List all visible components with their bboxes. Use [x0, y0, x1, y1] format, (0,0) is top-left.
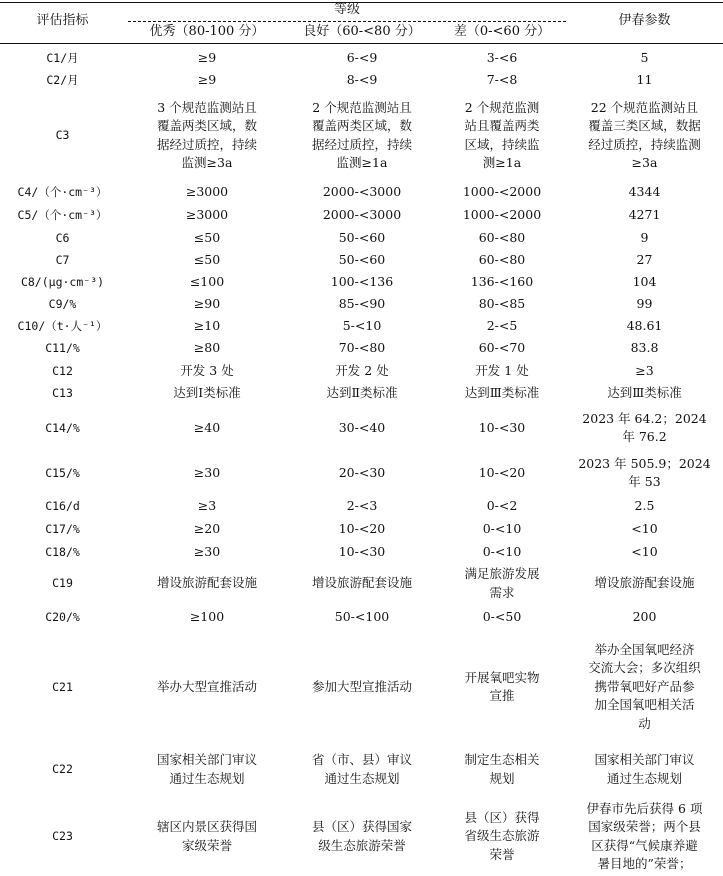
- table-cell-poor: 1000-<2000: [462, 183, 542, 199]
- table-cell-poor: 开发 1 处: [475, 362, 529, 378]
- table-cell-yichun: 4344: [628, 183, 661, 199]
- row-indicator-cell: C21: [52, 679, 73, 694]
- header-yichun: 伊春参数: [618, 13, 671, 28]
- row-indicator-cell: C12: [52, 363, 73, 378]
- table-cell-poor: 60-<70: [478, 340, 526, 356]
- header-grade: 等级: [333, 2, 360, 17]
- table-cell-poor: 2-<5: [486, 317, 518, 333]
- table-cell-good: 增设旅游配套设施: [311, 575, 412, 591]
- table-cell-good: 8-<9: [346, 71, 378, 87]
- header-poor: 差（0-<60 分）: [453, 24, 551, 39]
- table-cell-yichun: 2023 年 64.2；2024 年 76.2: [582, 410, 707, 444]
- table-cell-excellent: ≥20: [193, 521, 221, 537]
- table-cell-poor: 60-<80: [478, 229, 526, 245]
- row-indicator-cell: C3: [55, 128, 70, 143]
- table-cell-excellent: 辖区内景区获得国 家级荣誉: [156, 819, 257, 853]
- table-cell-yichun: 增设旅游配套设施: [594, 575, 695, 591]
- table-cell-good: 50-<60: [338, 251, 386, 267]
- table-cell-yichun: 达到Ⅲ类标准: [607, 385, 682, 401]
- table-cell-yichun: <10: [631, 544, 658, 560]
- table-cell-good: 6-<9: [346, 49, 378, 65]
- table-cell-good: 2000-<3000: [322, 207, 402, 223]
- table-cell-poor: 60-<80: [478, 251, 526, 267]
- table-cell-excellent: ≥3000: [185, 183, 229, 199]
- row-indicator-cell: C5/（个·cm⁻³）: [17, 208, 108, 223]
- table-cell-good: 30-<40: [338, 419, 386, 435]
- row-indicator-cell: C19: [52, 576, 73, 591]
- header-bottom-rule: [0, 43, 723, 44]
- table-cell-poor: 县（区）获得 省级生态旅游 荣誉: [464, 809, 540, 862]
- table-cell-good: 70-<80: [338, 340, 386, 356]
- table-cell-poor: 0-<50: [482, 609, 522, 625]
- table-cell-yichun: 举办全国氧吧经济 交流大会；多次组织 携带氧吧好产品参 加全国氧吧相关活 动: [588, 641, 701, 731]
- table-cell-good: 达到Ⅱ类标准: [326, 385, 398, 401]
- row-indicator-cell: C17/%: [45, 522, 80, 537]
- table-cell-excellent: 增设旅游配套设施: [156, 575, 257, 591]
- row-indicator-cell: C20/%: [45, 610, 80, 625]
- table-cell-yichun: 5: [640, 49, 649, 65]
- table-cell-excellent: ≥30: [193, 544, 221, 560]
- table-cell-poor: 80-<85: [478, 295, 526, 311]
- table-cell-poor: 开展氧吧实物 宣推: [464, 669, 540, 703]
- table-cell-yichun: 4271: [628, 207, 661, 223]
- table-cell-yichun: 2.5: [634, 498, 655, 514]
- row-indicator-cell: C4/（个·cm⁻³）: [17, 184, 108, 199]
- table-cell-poor: 0-<10: [482, 544, 522, 560]
- row-indicator-cell: C14/%: [45, 420, 80, 435]
- table-cell-poor: 0-<10: [482, 521, 522, 537]
- table-cell-excellent: ≥9: [197, 49, 217, 65]
- table-cell-excellent: ≤100: [189, 273, 225, 289]
- table-cell-yichun: 2023 年 505.9；2024 年 53: [578, 455, 711, 489]
- table-cell-excellent: ≥9: [197, 71, 217, 87]
- table-cell-excellent: ≥80: [193, 340, 221, 356]
- table-cell-poor: 7-<8: [486, 71, 518, 87]
- table-cell-good: 2000-<3000: [322, 183, 402, 199]
- table-cell-excellent: ≥3: [197, 498, 217, 514]
- table-cell-excellent: ≥3000: [185, 207, 229, 223]
- header-good: 良好（60-<80 分）: [303, 24, 421, 39]
- row-indicator-cell: C18/%: [45, 545, 80, 560]
- row-indicator-cell: C10/（t·人⁻¹）: [17, 318, 108, 333]
- row-indicator-cell: C15/%: [45, 465, 80, 480]
- table-cell-good: 5-<10: [342, 317, 382, 333]
- table-cell-poor: 10-<30: [478, 419, 526, 435]
- table-cell-yichun: 104: [632, 273, 657, 289]
- table-cell-good: 省（市、县）审议 通过生态规划: [311, 752, 412, 786]
- row-indicator-cell: C2/月: [46, 72, 79, 87]
- table-cell-excellent: 国家相关部门审议 通过生态规划: [156, 752, 257, 786]
- table-cell-excellent: ≥100: [189, 609, 225, 625]
- table-cell-good: 100-<136: [330, 273, 394, 289]
- table-cell-poor: 满足旅游发展 需求: [464, 566, 540, 600]
- row-indicator-cell: C13: [52, 386, 73, 401]
- table-cell-good: 20-<30: [338, 464, 386, 480]
- table-cell-poor: 10-<20: [478, 464, 526, 480]
- table-cell-excellent: ≥10: [193, 317, 221, 333]
- header-excellent: 优秀（80-100 分）: [149, 24, 265, 39]
- table-cell-good: 50-<60: [338, 229, 386, 245]
- row-indicator-cell: C7: [55, 252, 70, 267]
- table-cell-excellent: 开发 3 处: [180, 362, 234, 378]
- table-cell-good: 2-<3: [346, 498, 378, 514]
- table-cell-excellent: ≤50: [193, 251, 221, 267]
- table-cell-excellent: 举办大型宣推活动: [156, 678, 257, 694]
- table-cell-excellent: ≥30: [193, 464, 221, 480]
- table-cell-excellent: ≥40: [193, 419, 221, 435]
- table-cell-good: 10-<20: [338, 521, 386, 537]
- table-cell-good: 50-<100: [334, 609, 390, 625]
- table-cell-good: 10-<30: [338, 544, 386, 560]
- table-cell-excellent: 达到Ⅰ类标准: [173, 385, 241, 401]
- table-cell-poor: 0-<2: [486, 498, 518, 514]
- row-indicator-cell: C1/月: [46, 50, 79, 65]
- header-indicator: 评估指标: [36, 13, 89, 28]
- table-cell-poor: 3-<6: [486, 49, 518, 65]
- table-cell-yichun: 48.61: [626, 317, 663, 333]
- table-cell-excellent: ≥90: [193, 295, 221, 311]
- table-cell-yichun: <10: [631, 521, 658, 537]
- table-cell-poor: 2 个规范监测 站且覆盖两类 区域，持续监 测≥1a: [464, 99, 540, 170]
- table-cell-excellent: ≤50: [193, 229, 221, 245]
- row-indicator-cell: C8/(μg·cm⁻³): [20, 274, 105, 289]
- table-cell-yichun: 9: [640, 229, 649, 245]
- table-cell-yichun: ≥3: [635, 362, 654, 378]
- table-cell-poor: 1000-<2000: [462, 207, 542, 223]
- table-cell-good: 85-<90: [338, 295, 386, 311]
- row-indicator-cell: C9/%: [48, 296, 77, 311]
- table-cell-good: 开发 2 处: [335, 362, 389, 378]
- table-cell-yichun: 22 个规范监测站且 覆盖三类区域，数据 经过质控，持续监测 ≥3a: [588, 99, 701, 170]
- table-cell-yichun: 200: [632, 609, 657, 625]
- table-cell-poor: 制定生态相关 规划: [464, 752, 540, 786]
- row-indicator-cell: C6: [55, 230, 70, 245]
- table-cell-poor: 136-<160: [470, 273, 534, 289]
- row-indicator-cell: C23: [52, 829, 73, 844]
- table-cell-yichun: 国家相关部门审议 通过生态规划: [594, 752, 695, 786]
- table-cell-good: 参加大型宣推活动: [311, 678, 412, 694]
- table-cell-excellent: 3 个规范监测站且 覆盖两类区域，数 据经过质控，持续 监测≥3a: [156, 99, 257, 170]
- table-cell-poor: 达到Ⅲ类标准: [464, 385, 540, 401]
- table-cell-good: 县（区）获得国家 级生态旅游荣誉: [311, 819, 412, 853]
- table-cell-yichun: 伊春市先后获得 6 项 国家级荣誉；两个县 区获得“气候康养避 暑目地的”荣誉；: [586, 800, 703, 871]
- table-cell-good: 2 个规范监测站且 覆盖两类区域，数 据经过质控，持续 监测≥1a: [311, 99, 412, 170]
- table-cell-yichun: 27: [636, 251, 653, 267]
- table-cell-yichun: 99: [636, 295, 653, 311]
- table-cell-yichun: 83.8: [630, 340, 659, 356]
- row-indicator-cell: C16/d: [45, 499, 80, 514]
- row-indicator-cell: C22: [52, 762, 73, 777]
- row-indicator-cell: C11/%: [45, 341, 80, 356]
- table-cell-yichun: 11: [636, 71, 653, 87]
